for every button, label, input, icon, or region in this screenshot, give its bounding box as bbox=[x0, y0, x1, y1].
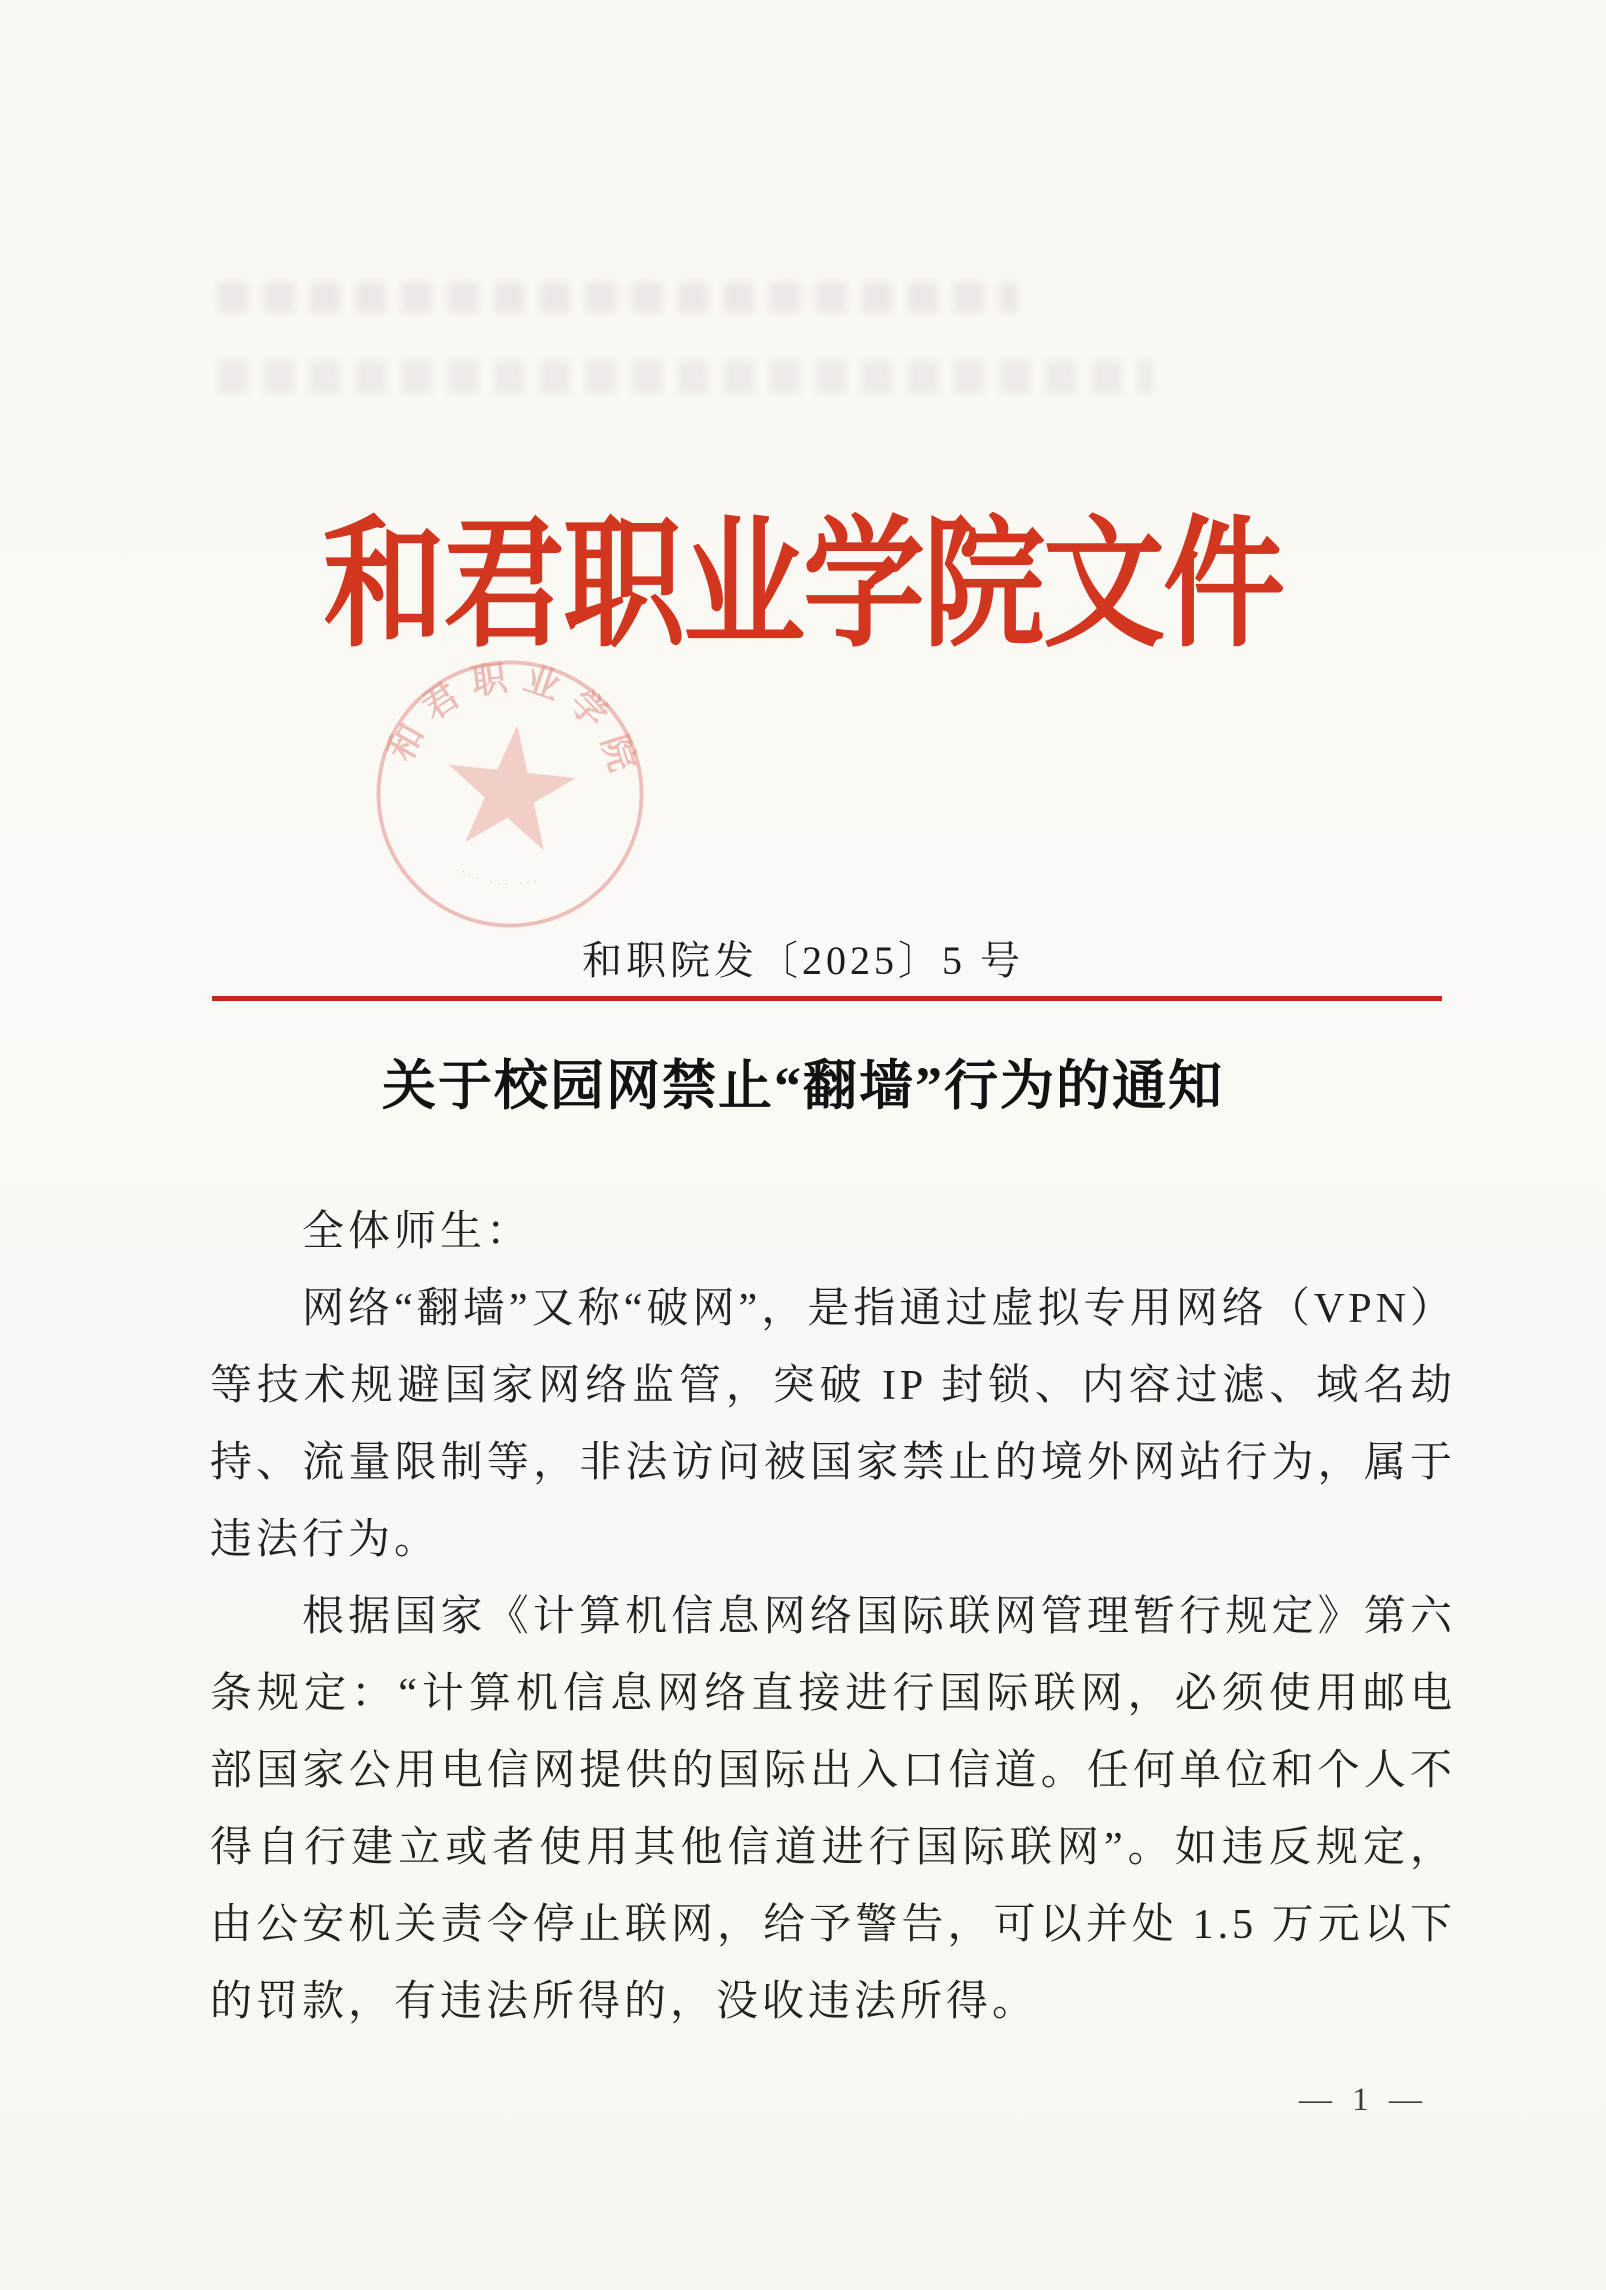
salutation: 全体师生： bbox=[302, 1209, 533, 1255]
body-paragraph: 根据国家《计算机信息网络国际联网管理暂行规定》第六条规定：“计算机信息网络直接进行国际联网，必须使用邮电部国家公用电信网提供的国际出入口信道。任何单位和个人不得自行建立或者使用其他信道进行国际联网”。如违反规定，由公安机关责令停止联网，给予警告，可以并处 1.5 万元以下的罚款，有违法所得的，没收违法所得。 bbox=[210, 1594, 1456, 2025]
bleed-through-text-row bbox=[218, 282, 1018, 312]
seal-code-marks: ··· ··· ··· bbox=[458, 864, 544, 892]
notice-body bbox=[210, 1194, 1456, 2041]
masthead-title: 和君职业学院文件 bbox=[323, 507, 1283, 665]
star-icon bbox=[441, 719, 581, 853]
official-seal bbox=[352, 636, 669, 953]
bleed-through-text-row bbox=[218, 360, 1153, 394]
red-divider-rule bbox=[212, 996, 1442, 1001]
body-paragraph: 网络“翻墙”又称“破网”，是指通过虚拟专用网络（VPN）等技术规避国家网络监管，突破 IP 封锁、内容过滤、域名劫持、流量限制等，非法访问被国家禁止的境外网站行为，属于违法行为。 bbox=[210, 1286, 1456, 1563]
seal-rim-text: 和君职业学院 bbox=[380, 656, 647, 788]
notice-title: 关于校园网禁止“翻墙”行为的通知 bbox=[382, 1056, 1224, 1116]
svg-text:··· ··· ··· bbox=[457, 864, 545, 895]
document-number: 和职院发〔2025〕5 号 bbox=[582, 938, 1024, 983]
page-number: — 1 — bbox=[1299, 2082, 1428, 2118]
